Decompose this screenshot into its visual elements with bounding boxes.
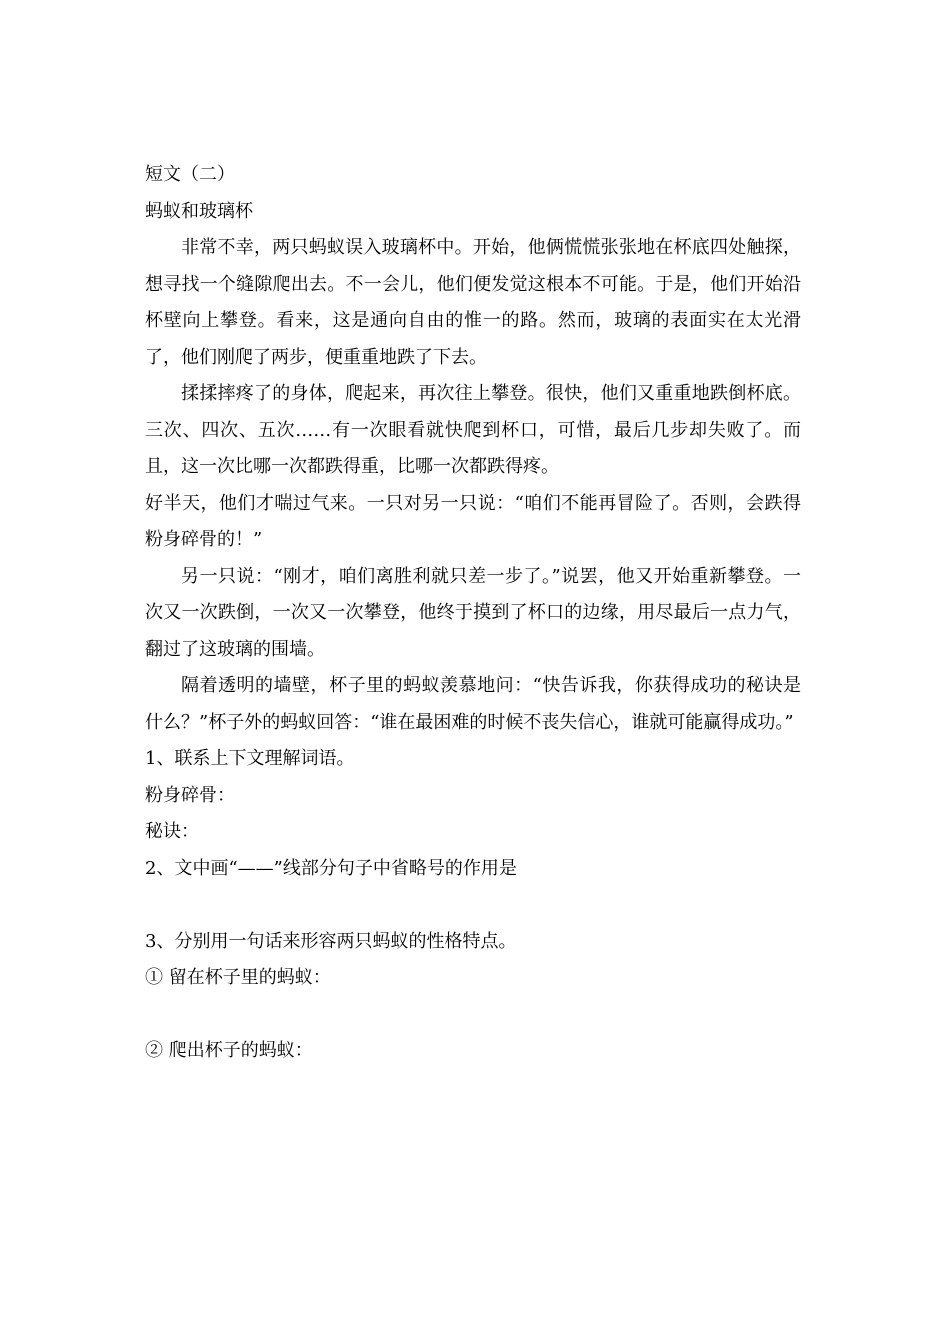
story-paragraph-4: 另一只说：“刚才，咱们离胜利就只差一步了。”说罢，他又开始重新攀登。一次又一次跌倒，一次又一次攀登，他终于摸到了杯口的边缘，用尽最后一点力气，翻过了这玻璃的围墙。 [145, 565, 801, 660]
question-3-item-1: ① 留在杯子里的蚂蚁： [145, 967, 331, 988]
story-title: 蚂蚁和玻璃杯 [145, 200, 253, 222]
story-paragraph-5: 隔着透明的墙壁，杯子里的蚂蚁羡慕地问：“快告诉我，你获得成功的秘诀是什么？”杯子外的蚂蚁回答：“谁在最困难的时候不丧失信心，谁就可能赢得成功。” [145, 675, 801, 733]
document-body [145, 157, 801, 1070]
question-1: 1、联系上下文理解词语。 [145, 748, 355, 769]
answer-space [145, 887, 801, 924]
question-3: 3、分别用一句话来形容两只蚂蚁的性格特点。 [145, 930, 517, 952]
story-paragraph-2: 揉揉摔疼了的身体，爬起来，再次往上攀登。很快，他们又重重地跌倒杯底。三次、四次、五次……有一次眼看就快爬到杯口，可惜，最后几步却失败了。而且，这一次比哪一次都跌得重，比哪一次都跌得疼。 [145, 383, 801, 477]
answer-space [145, 997, 801, 1034]
section-title: 短文（二） [145, 164, 235, 185]
story-paragraph-3: 好半天，他们才喘过气来。一只对另一只说：“咱们不能再冒险了。否则，会跌得粉身碎骨的！” [145, 492, 801, 550]
question-1-term-2: 秘诀： [145, 821, 199, 842]
question-3-item-2: ② 爬出杯子的蚂蚁： [145, 1040, 313, 1061]
question-2: 2、文中画“——”线部分句子中省略号的作用是 [145, 857, 517, 879]
story-paragraph-1: 非常不幸，两只蚂蚁误入玻璃杯中。开始，他俩慌慌张张地在杯底四处触探，想寻找一个缝隙爬出去。不一会儿，他们便发觉这根本不可能。于是，他们开始沿杯壁向上攀登。看来，这是通向自由的惟一的路。然而，玻璃的表面实在太光滑了，他们刚爬了两步，便重重地跌了下去。 [145, 237, 801, 368]
question-1-term-1: 粉身碎骨： [145, 784, 235, 806]
